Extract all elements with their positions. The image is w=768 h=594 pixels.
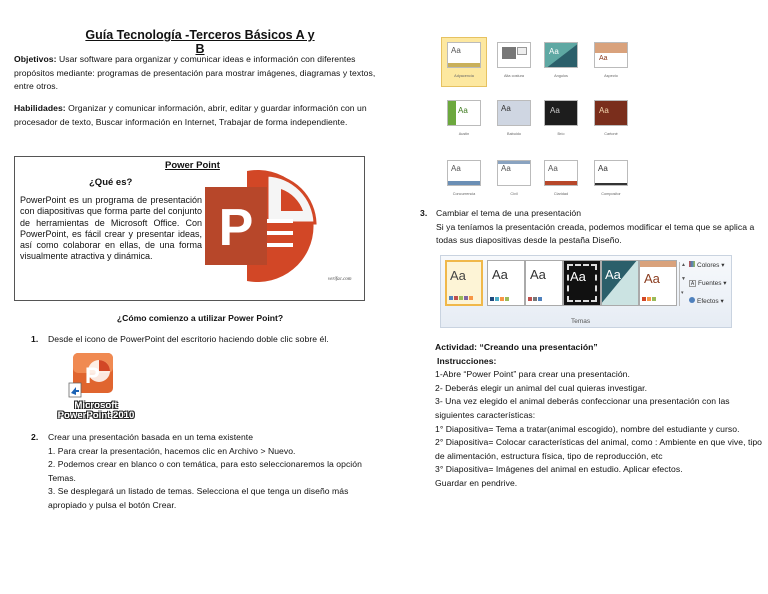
activity-line: 1-Abre “Power Point” para crear una presentación. — [435, 369, 630, 380]
theme-thumbnail[interactable]: Aa — [544, 100, 578, 126]
skills-paragraph — [14, 102, 396, 129]
theme-thumbnail[interactable]: Aa — [544, 42, 578, 68]
desktop-label-line1: Microsoft — [74, 400, 118, 411]
theme-label: Adyacencia — [454, 74, 474, 78]
step2-text — [48, 431, 370, 513]
objectives-label: Objetivos: — [14, 54, 57, 64]
objectives-text: Usar software para organizar y comunicar ideas e información con diferentes propósitos mediante: programas de presentación para mostrar imágenes, diagramas y textos, entre otros. — [14, 54, 376, 92]
skills-text: Organizar y comunicar información, abrir, editar y guardar información con un procesador de texto, Buscar información en Internet, Trabajar de forma independiente. — [14, 103, 367, 127]
step3-heading: Cambiar el tema de una presentación — [436, 208, 582, 218]
design-ribbon-themes — [440, 255, 732, 328]
activity-heading: Actividad: “Creando una presentación” — [435, 342, 598, 352]
ribbon-theme-6[interactable]: Aa — [639, 260, 677, 306]
theme-thumbnail[interactable] — [497, 42, 531, 68]
ribbon-theme-2[interactable]: Aa — [487, 260, 525, 306]
theme-thumbnail[interactable]: Aa — [447, 42, 481, 68]
fonts-option[interactable]: A Fuentes ▾ — [690, 280, 727, 287]
activity-line: 2- Deberás elegir un animal del cual quieras investigar. — [435, 382, 648, 393]
theme-label: Cartoné — [604, 132, 618, 136]
powerpoint-desktop-icon[interactable] — [67, 351, 117, 399]
powerpoint-info-box — [14, 156, 365, 301]
gallery-scroll-arrows[interactable]: ▲ ▼ ▾ — [679, 262, 685, 306]
effects-icon — [689, 297, 695, 303]
ribbon-theme-3[interactable]: Aa — [525, 260, 563, 306]
activity-line: 1° Diapositiva= Tema a tratar(animal escogido), nombre del estudiante y curso. — [435, 423, 740, 434]
activity-section — [435, 341, 768, 491]
step2-line: 1. Para crear la presentación, hacemos clic en Archivo > Nuevo. — [48, 445, 296, 456]
pp-box-title: Power Point — [165, 160, 220, 171]
step2-number: 2. — [31, 432, 39, 442]
theme-label: Aspecto — [604, 74, 618, 78]
pp-box-description: PowerPoint es un programa de presentación con diapositivas que forma parte del conjunto de herramientas de Microsoft Office. Con PowerPoint, es fácil crear y presentar ideas, así como colaborar en ellas, de una forma visualmente atractiva y dinámica. — [20, 195, 202, 262]
svg-text:P: P — [85, 363, 100, 388]
theme-thumbnail[interactable]: Aa — [447, 100, 481, 126]
powerpoint-logo-icon — [203, 163, 321, 289]
theme-label: Babuido — [507, 132, 521, 136]
theme-thumbnail[interactable]: Aa — [447, 160, 481, 186]
theme-label: Concurrencia — [452, 192, 476, 196]
effects-option[interactable]: Efectos ▾ — [689, 297, 724, 305]
step2-line: Crear una presentación basada en un tema existente — [48, 432, 254, 442]
theme-thumbnail[interactable]: Aa — [594, 100, 628, 126]
skills-label: Habilidades: — [14, 103, 66, 113]
theme-label: Claridad — [553, 192, 569, 196]
step3-text — [436, 207, 766, 248]
theme-label: Angulos — [554, 74, 568, 78]
objectives-paragraph — [14, 53, 394, 94]
how-to-start-heading: ¿Cómo comienzo a utilizar Power Point? — [116, 313, 284, 323]
pp-box-subtitle: ¿Qué es? — [89, 177, 133, 188]
theme-thumbnail[interactable]: Aa — [497, 100, 531, 126]
activity-line: 3- Una vez elegido el animal deberás confeccionar una presentación con las siguientes características: — [435, 396, 730, 420]
step3-description: Si ya teníamos la presentación creada, podemos modificar el tema que se aplica a todas sus diapositivas desde la pestaña Diseño. — [436, 221, 755, 246]
theme-thumbnail[interactable]: Aa — [594, 42, 628, 68]
step1-text: Desde el icono de PowerPoint del escritorio haciendo doble clic sobre él. — [48, 334, 329, 344]
fonts-icon: A — [690, 281, 695, 287]
colors-icon — [689, 261, 695, 267]
theme-label: Alta costura — [503, 74, 525, 78]
step3-number: 3. — [420, 208, 428, 218]
ribbon-theme-4[interactable]: Aa — [563, 260, 601, 306]
theme-label: Civil — [510, 192, 518, 196]
powerpoint-desktop-label — [53, 401, 139, 421]
step2-line: 2. Podemos crear en blanco o con temática, para esto seleccionaremos la opción Temas. — [48, 459, 362, 483]
colors-option[interactable]: Colores ▾ — [689, 261, 724, 269]
theme-thumbnail[interactable]: Aa — [497, 160, 531, 186]
theme-thumbnail[interactable]: Aa — [594, 160, 628, 186]
activity-line: 2° Diapositiva= Colocar características del animal, como : Ambiente en que vive, tipo de alimentación, estructura física, tipo de reproducción, etc — [435, 437, 763, 461]
ribbon-theme-5[interactable]: Aa — [601, 260, 639, 306]
pp-logo-letter: P — [218, 199, 254, 257]
activity-line: 3° Diapositiva= Imágenes del animal en estudio. Aplicar efectos. — [435, 464, 683, 475]
page-title: Guía Tecnología -Terceros Básicos A y B — [85, 28, 315, 56]
activity-line: Guardar en pendrive. — [435, 477, 518, 488]
theme-label: Austin — [458, 132, 470, 136]
ribbon-theme-office[interactable]: Aa — [445, 260, 483, 306]
step2-line: 3. Se desplegará un listado de temas. Selecciona el que tenga un diseño más apropiado y pulsa el botón Crear. — [48, 486, 349, 510]
desktop-label-line2: PowerPoint 2010 — [57, 410, 135, 421]
ribbon-group-label: Temas — [571, 318, 591, 325]
theme-label: Compositor — [601, 192, 621, 196]
theme-label: Brío — [557, 132, 565, 136]
step1-number: 1. — [31, 334, 39, 344]
theme-thumbnail[interactable]: Aa — [544, 160, 578, 186]
image-credit: verifac.com — [328, 277, 352, 282]
instructions-label: Instrucciones: — [437, 355, 497, 366]
